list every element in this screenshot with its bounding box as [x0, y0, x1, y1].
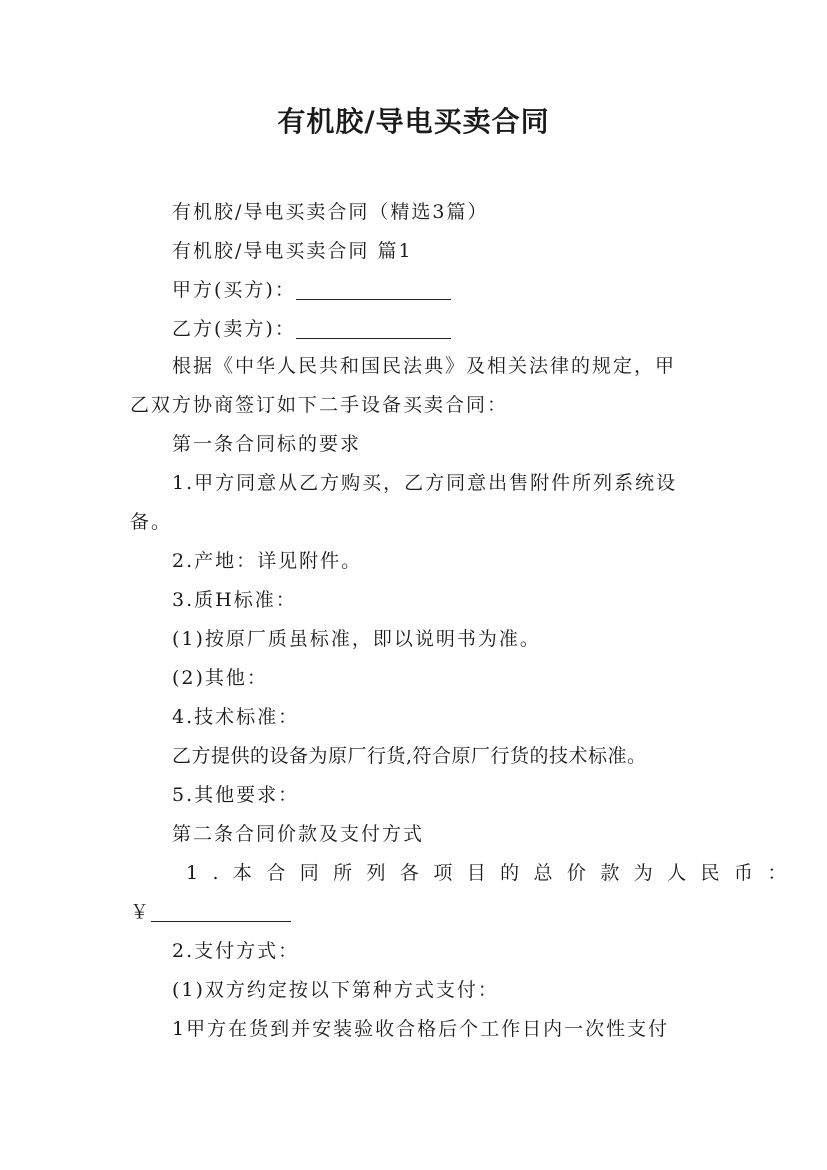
paragraph-line: 2.支付方式：	[172, 940, 300, 962]
paragraph-line: 乙方提供的设备为原厂行货,符合原厂行货的技术标准。	[172, 745, 647, 767]
party-a-label: 甲方(买方)：	[172, 279, 296, 301]
paragraph-line: (2)其他：	[172, 667, 268, 689]
party-a-line	[130, 275, 742, 305]
party-b-label: 乙方(卖方)：	[172, 318, 296, 340]
party-b-blank	[296, 316, 451, 339]
paragraph-line: 1.本合同所列各项目的总价款为人民币：	[186, 862, 801, 884]
paragraph-line: 乙双方协商签订如下二手设备买卖合同：	[130, 394, 509, 416]
paragraph-line: 4.技术标准：	[172, 706, 300, 728]
paragraph-line: 5.其他要求：	[172, 784, 300, 806]
subtitle-line: 有机胶/导电买卖合同（精选3篇）	[172, 201, 489, 223]
party-a-blank	[296, 277, 451, 300]
paragraph-line: 2.产地：详见附件。	[172, 550, 363, 572]
paragraph-line: 1甲方在货到并安装验收合格后个工作日内一次性支付	[172, 1018, 670, 1040]
document-title: 有机胶/导电买卖合同	[277, 105, 550, 138]
paragraph-line: 3.质H标准：	[172, 589, 297, 611]
section-heading: 有机胶/导电买卖合同 篇1	[172, 240, 413, 262]
price-line	[130, 897, 700, 927]
party-b-line	[130, 314, 742, 344]
paragraph-line: 备。	[130, 511, 173, 533]
article-heading: 第二条合同价款及支付方式	[172, 823, 425, 845]
price-blank	[151, 899, 291, 922]
paragraph-line: 1.甲方同意从乙方购买，乙方同意出售附件所列系统设	[172, 472, 678, 494]
currency-symbol: ￥	[130, 901, 152, 923]
article-heading: 第一条合同标的要求	[172, 433, 362, 455]
paragraph-line: (1)按原厂质虽标准，即以说明书为准。	[172, 628, 541, 650]
paragraph-line: (1)双方约定按以下第种方式支付：	[172, 979, 499, 1001]
paragraph-line: 根据《中华人民共和国民法典》及相关法律的规定，甲	[172, 355, 677, 377]
